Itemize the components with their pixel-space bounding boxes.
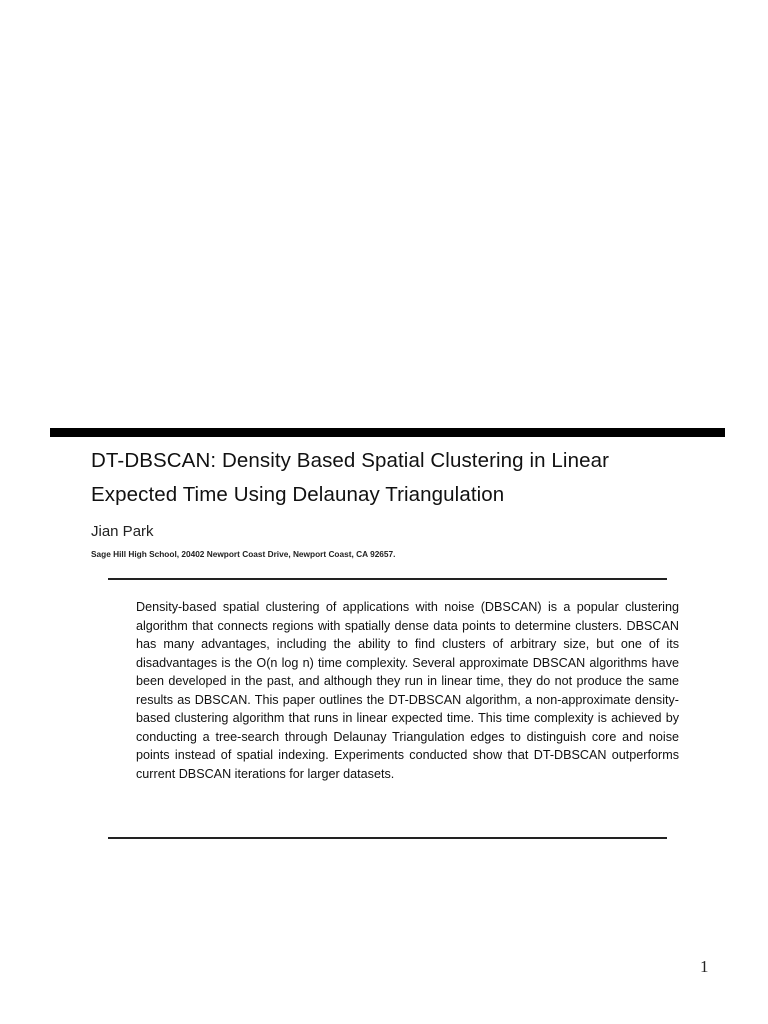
author-name: Jian Park <box>91 523 154 540</box>
paper-title <box>91 444 711 512</box>
abstract-bottom-rule <box>108 837 667 839</box>
abstract-text: Density-based spatial clustering of applications with noise (DBSCAN) is a popular clustering algorithm that connects regions with spatially dense data points to determine clusters. DBSCAN has many advantages, including the ability to find clusters of arbitrary size, but one of its disadvantages is the O(n log n) time complexity. Several approximate DBSCAN algorithms have been developed in the past, and although they run in linear time, they do not produce the same results as DBSCAN. This paper outlines the DT-DBSCAN algorithm, a non-approximate density-based clustering algorithm that runs in linear expected time. This time complexity is achieved by conducting a tree-search through Delaunay Triangulation edges to distinguish core and noise points instead of spatial indexing. Experiments conducted show that DT-DBSCAN outperforms current DBSCAN iterations for larger datasets. <box>136 600 679 781</box>
title-line-1: DT-DBSCAN: Density Based Spatial Clustering in Linear <box>91 449 610 472</box>
abstract-top-rule <box>108 578 667 580</box>
title-rule <box>50 428 725 437</box>
title-line-2: Expected Time Using Delaunay Triangulation <box>91 483 505 506</box>
author-affiliation: Sage Hill High School, 20402 Newport Coast Drive, Newport Coast, CA 92657. <box>91 549 396 559</box>
page-number: 1 <box>700 957 709 976</box>
